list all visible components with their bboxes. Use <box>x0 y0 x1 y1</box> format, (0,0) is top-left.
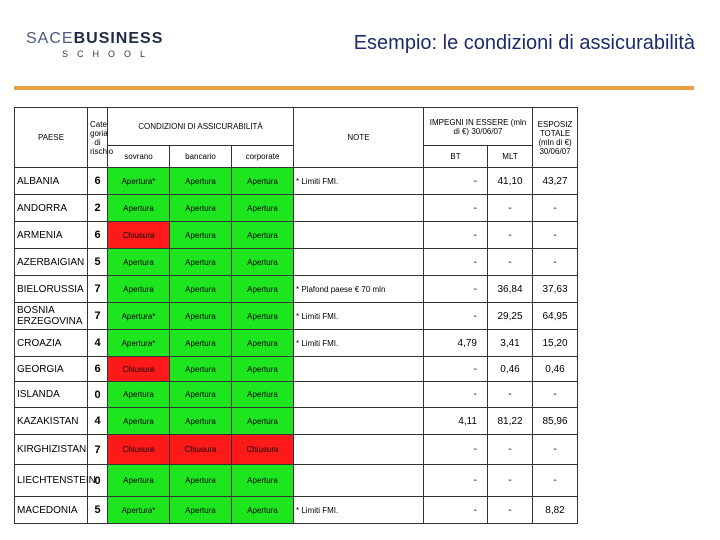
mlt-cell: - <box>488 249 533 276</box>
table-body <box>15 168 578 524</box>
sovrano-cell: Apertura* <box>108 168 170 195</box>
bancario-cell: Apertura <box>170 330 232 357</box>
corporate-cell: Apertura <box>232 195 294 222</box>
bancario-cell: Apertura <box>170 222 232 249</box>
country-cell: KAZAKISTAN <box>15 408 88 435</box>
mlt-cell: 81,22 <box>488 408 533 435</box>
country-cell: ARMENIA <box>15 222 88 249</box>
header-paese: PAESE <box>15 108 88 168</box>
sovrano-cell: Apertura <box>108 382 170 408</box>
note-cell <box>294 249 424 276</box>
mlt-cell: - <box>488 435 533 465</box>
table-header <box>15 108 578 168</box>
category-cell: 0 <box>88 382 108 408</box>
header-condizioni: CONDIZIONI DI ASSICURABILITÀ <box>108 108 294 146</box>
note-cell: * Limiti FMI. <box>294 168 424 195</box>
table-row <box>15 168 578 195</box>
category-cell: 7 <box>88 435 108 465</box>
header-sovrano: sovrano <box>108 146 170 168</box>
slide-title: Esempio: le condizioni di assicurabilità <box>353 32 695 54</box>
note-cell: * Limiti FMI. <box>294 497 424 524</box>
sovrano-cell: Chiusura <box>108 435 170 465</box>
table-row <box>15 249 578 276</box>
sovrano-cell: Apertura <box>108 249 170 276</box>
bt-cell: - <box>424 435 488 465</box>
country-cell: ANDORRA <box>15 195 88 222</box>
category-cell: 5 <box>88 497 108 524</box>
mlt-cell: - <box>488 465 533 497</box>
esposizione-cell: - <box>533 435 578 465</box>
bt-cell: - <box>424 497 488 524</box>
category-cell: 4 <box>88 408 108 435</box>
category-cell: 0 <box>88 465 108 497</box>
country-cell: CROAZIA <box>15 330 88 357</box>
esposizione-cell: - <box>533 222 578 249</box>
country-cell: GEORGIA <box>15 357 88 382</box>
esposizione-cell: 43,27 <box>533 168 578 195</box>
country-cell: MACEDONIA <box>15 497 88 524</box>
note-cell <box>294 435 424 465</box>
sovrano-cell: Apertura* <box>108 497 170 524</box>
corporate-cell: Apertura <box>232 357 294 382</box>
table-row <box>15 276 578 303</box>
sovrano-cell: Chiusura <box>108 357 170 382</box>
bancario-cell: Apertura <box>170 357 232 382</box>
mlt-cell: 41,10 <box>488 168 533 195</box>
category-cell: 6 <box>88 357 108 382</box>
bt-cell: - <box>424 222 488 249</box>
esposizione-cell: 15,20 <box>533 330 578 357</box>
country-cell: LIECHTENSTEIN <box>15 465 88 497</box>
category-cell: 4 <box>88 330 108 357</box>
table-row <box>15 435 578 465</box>
corporate-cell: Apertura <box>232 382 294 408</box>
mlt-cell: 36,84 <box>488 276 533 303</box>
bancario-cell: Apertura <box>170 465 232 497</box>
bancario-cell: Chiusura <box>170 435 232 465</box>
bancario-cell: Apertura <box>170 408 232 435</box>
category-cell: 6 <box>88 168 108 195</box>
category-cell: 7 <box>88 276 108 303</box>
country-cell: KIRGHIZISTAN <box>15 435 88 465</box>
bt-cell: - <box>424 276 488 303</box>
esposizione-cell: - <box>533 249 578 276</box>
header-esposizione-date: 30/06/07 <box>539 146 571 156</box>
note-cell <box>294 465 424 497</box>
note-cell <box>294 382 424 408</box>
table-row <box>15 382 578 408</box>
sovrano-cell: Chiusura <box>108 222 170 249</box>
corporate-cell: Apertura <box>232 222 294 249</box>
header-corporate: corporate <box>232 146 294 168</box>
bancario-cell: Apertura <box>170 382 232 408</box>
corporate-cell: Apertura <box>232 303 294 330</box>
corporate-cell: Apertura <box>232 249 294 276</box>
logo-subtitle: SCHOOL <box>62 49 155 59</box>
table-row <box>15 330 578 357</box>
esposizione-cell: - <box>533 195 578 222</box>
table-row <box>15 303 578 330</box>
header-bancario: bancario <box>170 146 232 168</box>
bt-cell: - <box>424 465 488 497</box>
table-row <box>15 465 578 497</box>
corporate-cell: Chiusura <box>232 435 294 465</box>
sovrano-cell: Apertura <box>108 195 170 222</box>
table-row <box>15 222 578 249</box>
bancario-cell: Apertura <box>170 276 232 303</box>
corporate-cell: Apertura <box>232 497 294 524</box>
bt-cell: - <box>424 357 488 382</box>
corporate-cell: Apertura <box>232 330 294 357</box>
category-cell: 7 <box>88 303 108 330</box>
insurability-table <box>14 107 578 524</box>
category-cell: 5 <box>88 249 108 276</box>
mlt-cell: - <box>488 222 533 249</box>
mlt-cell: 0,46 <box>488 357 533 382</box>
header-note: NOTE <box>294 108 424 168</box>
note-cell: * Plafond paese € 70 mln <box>294 276 424 303</box>
note-cell <box>294 408 424 435</box>
bt-cell: - <box>424 303 488 330</box>
corporate-cell: Apertura <box>232 465 294 497</box>
sovrano-cell: Apertura <box>108 276 170 303</box>
category-cell: 6 <box>88 222 108 249</box>
country-cell: ALBANIA <box>15 168 88 195</box>
sovrano-cell: Apertura <box>108 465 170 497</box>
note-cell <box>294 357 424 382</box>
note-cell: * Limiti FMI. <box>294 303 424 330</box>
bancario-cell: Apertura <box>170 249 232 276</box>
bt-cell: 4,11 <box>424 408 488 435</box>
header-categoria: Cate goria di rischio <box>88 108 108 168</box>
corporate-cell: Apertura <box>232 408 294 435</box>
corporate-cell: Apertura <box>232 276 294 303</box>
esposizione-cell: 8,82 <box>533 497 578 524</box>
table-row <box>15 497 578 524</box>
country-cell: AZERBAIGIAN <box>15 249 88 276</box>
mlt-cell: - <box>488 195 533 222</box>
bt-cell: - <box>424 249 488 276</box>
country-cell: ISLANDA <box>15 382 88 408</box>
header-impegni: IMPEGNI IN ESSERE (mln di €) 30/06/07 <box>424 108 533 146</box>
esposizione-cell: - <box>533 382 578 408</box>
logo-wordmark: SACEBUSINESS <box>26 30 164 47</box>
sovrano-cell: Apertura* <box>108 303 170 330</box>
bancario-cell: Apertura <box>170 195 232 222</box>
bancario-cell: Apertura <box>170 303 232 330</box>
note-cell <box>294 195 424 222</box>
note-cell: * Limiti FMI. <box>294 330 424 357</box>
table-row <box>15 408 578 435</box>
esposizione-cell: 37,63 <box>533 276 578 303</box>
mlt-cell: - <box>488 497 533 524</box>
esposizione-cell: 64,95 <box>533 303 578 330</box>
note-cell <box>294 222 424 249</box>
sovrano-cell: Apertura <box>108 408 170 435</box>
esposizione-cell: - <box>533 465 578 497</box>
header-mlt: MLT <box>488 146 533 168</box>
mlt-cell: - <box>488 382 533 408</box>
mlt-cell: 3,41 <box>488 330 533 357</box>
bt-cell: - <box>424 168 488 195</box>
corporate-cell: Apertura <box>232 168 294 195</box>
sace-business-school-logo <box>22 22 170 66</box>
table-row <box>15 195 578 222</box>
mlt-cell: 29,25 <box>488 303 533 330</box>
esposizione-cell: 85,96 <box>533 408 578 435</box>
header-esposizione <box>533 108 578 168</box>
country-cell: BIELORUSSIA <box>15 276 88 303</box>
bt-cell: - <box>424 382 488 408</box>
bt-cell: 4,79 <box>424 330 488 357</box>
category-cell: 2 <box>88 195 108 222</box>
sovrano-cell: Apertura* <box>108 330 170 357</box>
header-bt: BT <box>424 146 488 168</box>
bt-cell: - <box>424 195 488 222</box>
table-row <box>15 357 578 382</box>
title-divider <box>14 86 694 90</box>
esposizione-cell: 0,46 <box>533 357 578 382</box>
header-esposizione-label: ESPOSIZ TOTALE (mln di €) <box>537 119 573 147</box>
bancario-cell: Apertura <box>170 168 232 195</box>
bancario-cell: Apertura <box>170 497 232 524</box>
country-cell: BOSNIA ERZEGOVINA <box>15 303 88 330</box>
